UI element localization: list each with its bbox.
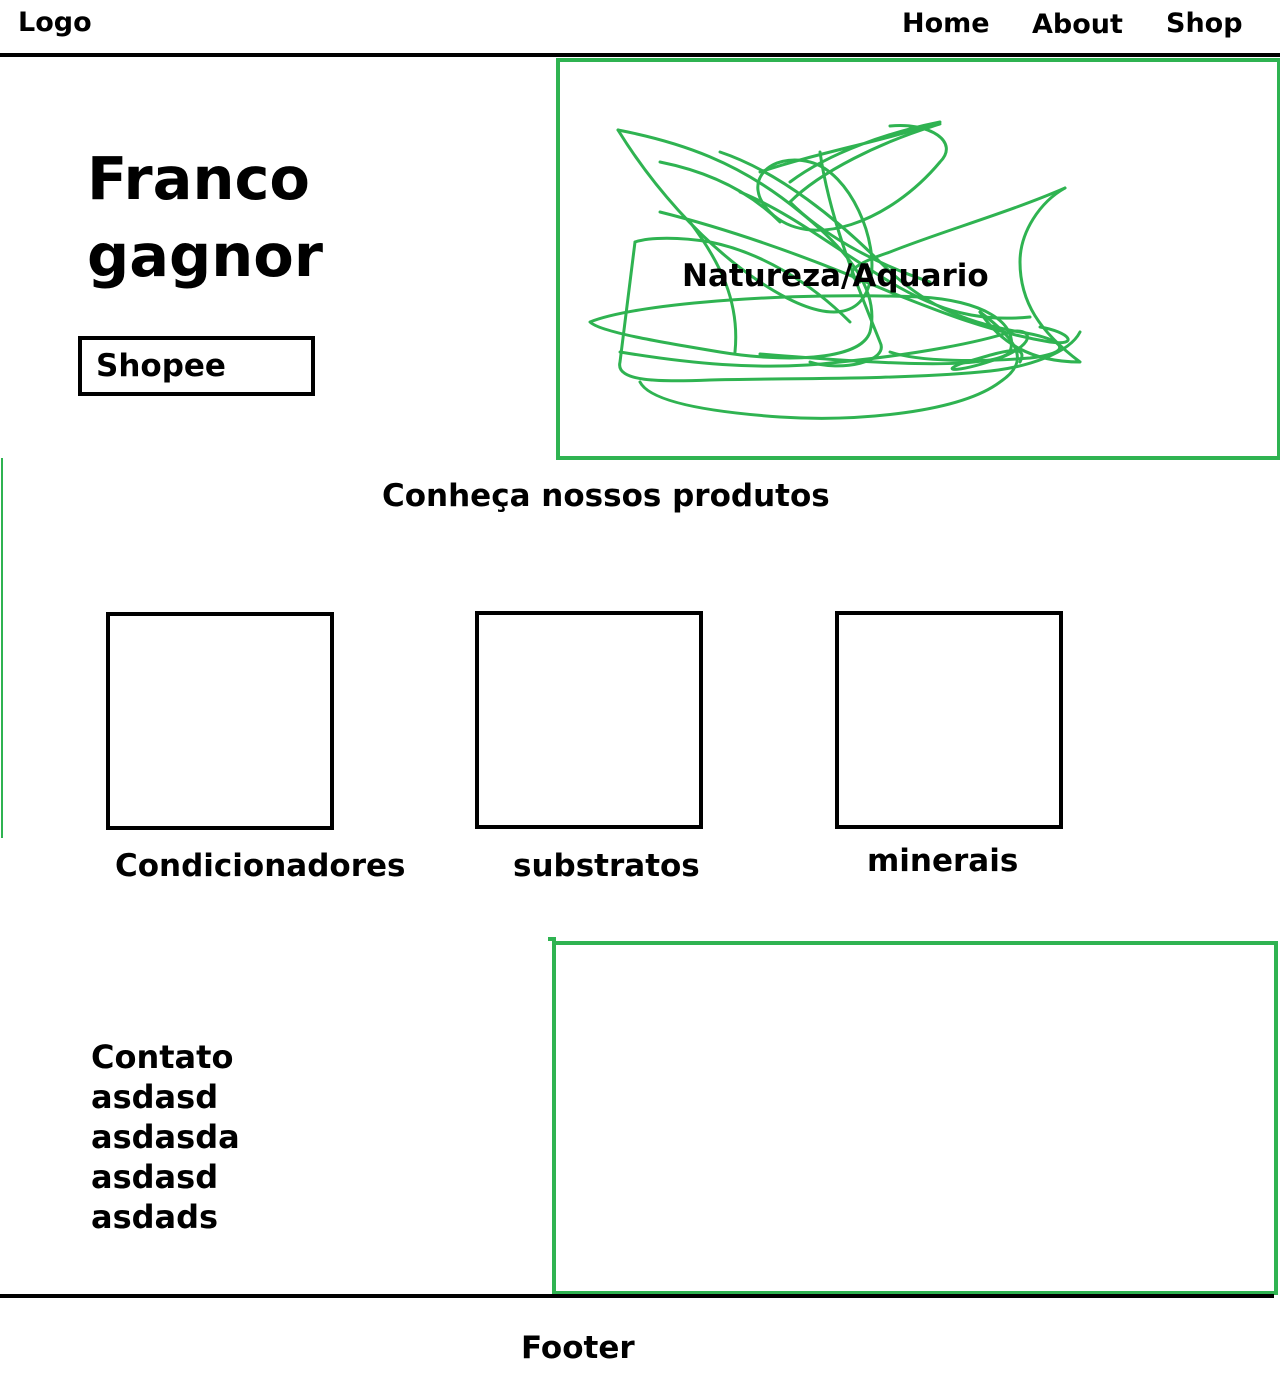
product-label-minerais[interactable]: minerais: [867, 843, 1019, 879]
contact-line: asdads: [91, 1198, 219, 1236]
footer-label: Footer: [521, 1330, 635, 1366]
product-card-condicionadores[interactable]: [106, 612, 334, 830]
contact-map-placeholder: [552, 941, 1278, 1295]
hero-title-line-1: Franco: [87, 144, 310, 213]
contact-line: asdasd: [91, 1078, 219, 1116]
contact-section: [91, 1037, 240, 1237]
hero-title-line-2: gagnor: [87, 221, 323, 290]
logo[interactable]: Logo: [18, 7, 92, 38]
nav-link-about[interactable]: About: [1032, 9, 1123, 40]
header-divider: [0, 53, 1280, 57]
product-label-substratos[interactable]: substratos: [513, 848, 700, 884]
product-card-substratos[interactable]: [475, 611, 703, 829]
nav-link-home[interactable]: Home: [902, 8, 990, 39]
product-label-condicionadores[interactable]: Condicionadores: [115, 848, 406, 884]
footer-divider: [0, 1294, 1274, 1298]
contact-line: asdasda: [91, 1118, 240, 1156]
left-accent-line: [1, 458, 3, 838]
product-card-minerais[interactable]: [835, 611, 1063, 829]
contact-title: Contato: [91, 1038, 234, 1076]
products-heading: Conheça nossos produtos: [382, 478, 830, 514]
shopee-button-label: Shopee: [96, 348, 226, 384]
hero-image-label: Natureza/Aquario: [682, 258, 989, 294]
hero-image-placeholder: [556, 58, 1280, 460]
shopee-button[interactable]: [78, 336, 315, 396]
nav-link-shop[interactable]: Shop: [1166, 8, 1243, 39]
hero-title: [87, 140, 323, 294]
contact-line: asdasd: [91, 1158, 219, 1196]
